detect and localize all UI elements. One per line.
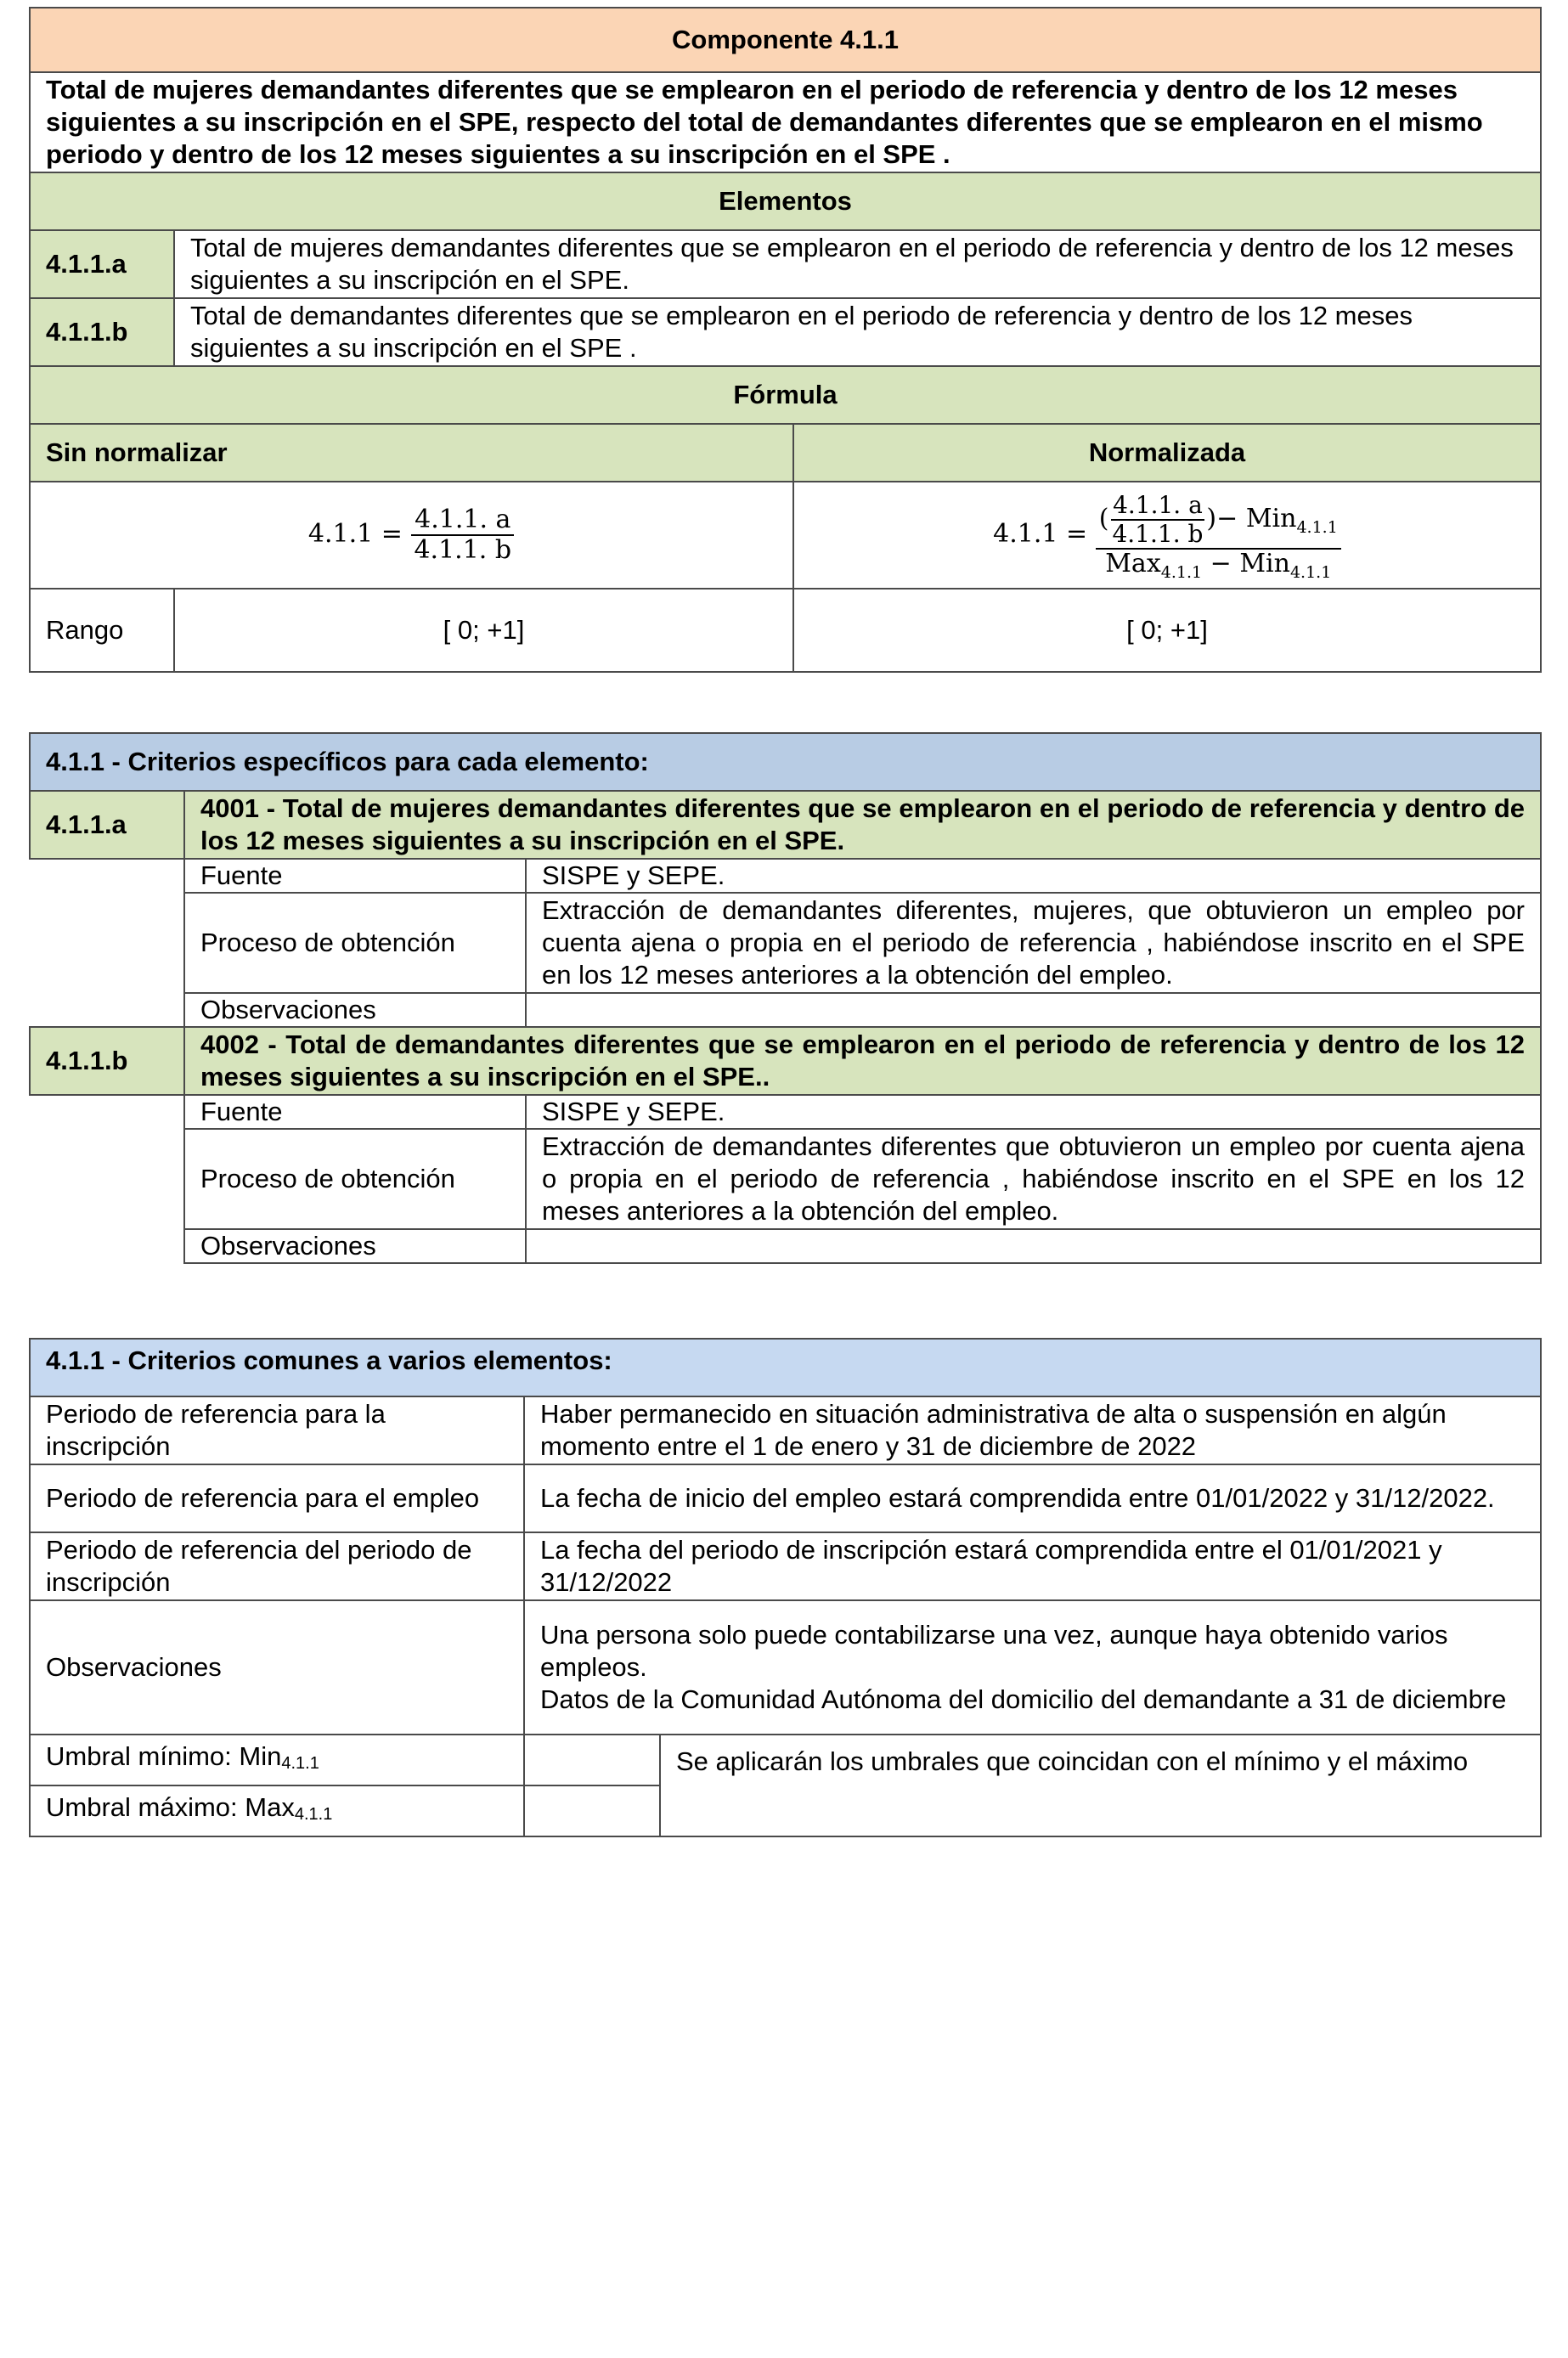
elemento-code: 4.1.1.b: [30, 298, 174, 366]
criterio-label: Periodo de referencia para la inscripción: [30, 1396, 524, 1464]
criterio-value: La fecha del periodo de inscripción estará comprendida entre el 01/01/2021 y 31/12/2022: [524, 1532, 1541, 1600]
fraction-numerator: 4.1.1. a: [411, 505, 514, 536]
fraction-numerator: [1096, 492, 1341, 550]
formula-lhs: 4.1.1 =: [307, 519, 403, 549]
formula-lhs: 4.1.1 =: [993, 519, 1088, 549]
criterios-especificos-header: 4.1.1 - Criterios específicos para cada elemento:: [30, 733, 1541, 791]
observaciones-label: Observaciones: [184, 1229, 526, 1263]
sin-normalizar-header: Sin normalizar: [30, 424, 793, 482]
proceso-label: Proceso de obtención: [184, 1129, 526, 1229]
fuente-label: Fuente: [184, 1095, 526, 1129]
proceso-value: Extracción de demandantes diferentes, mujeres, que obtuvieron un empleo por cuenta ajena o propia en el periodo de referencia , habiéndose inscrito en el SPE en los 12 meses anteriores a la obtención del empleo.: [526, 893, 1541, 993]
umbral-maximo-label: [30, 1785, 524, 1836]
umbral-maximo-value: [524, 1785, 660, 1836]
umbral-minimo-subscript: 4.1.1: [281, 1754, 319, 1773]
criterio-value: [524, 1600, 1541, 1735]
umbral-note: Se aplicarán los umbrales que coincidan con el mínimo y el máximo: [660, 1735, 1541, 1836]
min-term: Min: [1239, 549, 1290, 578]
umbral-minimo-label: [30, 1735, 524, 1785]
rango-label: Rango: [30, 589, 174, 672]
elemento-code: 4.1.1.b: [30, 1027, 184, 1095]
criterios-comunes-header: 4.1.1 - Criterios comunes a varios elementos:: [30, 1339, 1541, 1396]
max-term: Max: [1105, 549, 1161, 578]
rango-normalizada: [ 0; +1]: [793, 589, 1541, 672]
normalizada-header: Normalizada: [793, 424, 1541, 482]
fraction: [410, 505, 515, 565]
criterio-label: Periodo de referencia del periodo de inscripción: [30, 1532, 524, 1600]
fraction-denominator: 4.1.1. b: [414, 535, 512, 565]
elemento-text: Total de mujeres demandantes diferentes que se emplearon en el periodo de referencia y dentro de los 12 meses siguientes a su inscripción en el SPE.: [174, 230, 1541, 298]
criterios-especificos-table: [29, 732, 1542, 1264]
inner-fraction: [1108, 492, 1206, 548]
umbral-minimo-value: [524, 1735, 660, 1785]
elemento-code: 4.1.1.a: [30, 230, 174, 298]
minus-min: − Min: [1216, 504, 1297, 533]
umbral-maximo-text: Umbral máximo: Max: [46, 1792, 295, 1822]
observaciones-value: [526, 993, 1541, 1027]
subscript: 4.1.1: [1289, 563, 1332, 582]
elemento-title: 4002 - Total de demandantes diferentes que se emplearon en el periodo de referencia y dentro de los 12 meses siguientes a su inscripción en el SPE..: [184, 1027, 1541, 1095]
criterio-label: Observaciones: [30, 1600, 524, 1735]
umbral-minimo-text: Umbral mínimo: Min: [46, 1741, 282, 1771]
fraction: [1096, 491, 1341, 582]
componente-title: Componente 4.1.1: [30, 8, 1541, 72]
formula-sin-normalizar: [30, 482, 793, 589]
formula-normalizada: [793, 482, 1541, 589]
inner-denominator: 4.1.1. b: [1112, 520, 1204, 548]
fuente-value: SISPE y SEPE.: [526, 1095, 1541, 1129]
fuente-label: Fuente: [184, 859, 526, 893]
fuente-value: SISPE y SEPE.: [526, 859, 1541, 893]
proceso-label: Proceso de obtención: [184, 893, 526, 993]
fraction-denominator: Max$_{4.1.1}$ − Min$_{4.1.1}$: [1105, 549, 1332, 582]
componente-description: Total de mujeres demandantes diferentes que se emplearon en el periodo de referencia y dentro de los 12 meses siguientes a su inscripción en el SPE, respecto del total de demandantes diferentes que se emplearon en el mismo periodo y dentro de los 12 meses siguientes a su inscripción en el SPE .: [30, 72, 1541, 172]
inner-numerator: 4.1.1. a: [1113, 491, 1203, 519]
subscript: 4.1.1: [1160, 563, 1203, 582]
elemento-text: Total de demandantes diferentes que se emplearon en el periodo de referencia y dentro de los 12 meses siguientes a su inscripción en el SPE .: [174, 298, 1541, 366]
criterios-comunes-table: [29, 1338, 1542, 1837]
elemento-title: 4001 - Total de mujeres demandantes diferentes que se emplearon en el periodo de referencia y dentro de los 12 meses siguientes a su inscripción en el SPE.: [184, 791, 1541, 859]
paren-close: ): [1206, 504, 1217, 533]
spacer: [30, 859, 184, 1027]
subscript: 4.1.1: [1296, 518, 1338, 537]
paren-open: (: [1098, 504, 1109, 533]
proceso-value: Extracción de demandantes diferentes que obtuvieron un empleo por cuenta ajena o propia en el periodo de referencia , habiéndose inscrito en el SPE en los 12 meses anteriores a la obtención del empleo.: [526, 1129, 1541, 1229]
criterio-value: Haber permanecido en situación administrativa de alta o suspensión en algún momento entre el 1 de enero y 31 de diciembre de 2022: [524, 1396, 1541, 1464]
formula-header: Fórmula: [30, 366, 1541, 424]
observaciones-label: Observaciones: [184, 993, 526, 1027]
observaciones-line-1: Una persona solo puede contabilizarse una vez, aunque haya obtenido varios empleos.: [540, 1620, 1448, 1682]
criterio-value: La fecha de inicio del empleo estará comprendida entre 01/01/2022 y 31/12/2022.: [524, 1464, 1541, 1532]
observaciones-line-2: Datos de la Comunidad Autónoma del domicilio del demandante a 31 de diciembre: [540, 1684, 1507, 1714]
observaciones-value: [526, 1229, 1541, 1263]
spacer: [30, 1095, 184, 1263]
elemento-code: 4.1.1.a: [30, 791, 184, 859]
criterio-label: Periodo de referencia para el empleo: [30, 1464, 524, 1532]
umbral-maximo-subscript: 4.1.1: [294, 1805, 333, 1824]
rango-sin-normalizar: [ 0; +1]: [174, 589, 793, 672]
componente-table: [29, 7, 1542, 673]
elementos-header: Elementos: [30, 172, 1541, 230]
